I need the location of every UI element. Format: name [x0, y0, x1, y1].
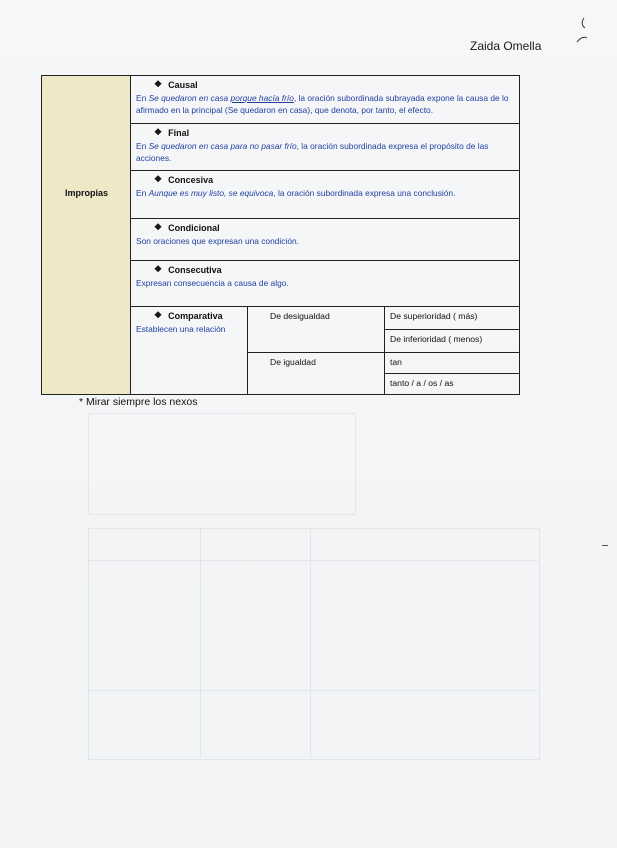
row-title: Causal [168, 79, 198, 90]
row-final [131, 124, 520, 171]
ghost-table-bottom [88, 528, 540, 760]
diamond-bullet-icon: ❖ [154, 174, 163, 184]
row-description: En Se quedaron en casa para no pasar frío, la oración subordinada expresa el propósito de las acciones. [136, 141, 489, 164]
pencil-mark-icon [575, 16, 589, 46]
tan-cell: tan [385, 353, 520, 374]
row-title: Consecutiva [168, 264, 222, 275]
row-description: En Se quedaron en casa porque hacía frío, la oración subordinada subrayada expone la causa de lo afirmado en la principal (Se quedaron en casa), que denota, por tanto, el efecto. [136, 93, 509, 116]
row-condicional [131, 219, 520, 261]
row-title: Final [168, 127, 190, 138]
diamond-bullet-icon: ❖ [154, 79, 163, 89]
row-description: Establecen una relación [136, 324, 226, 334]
row-description: Expresan consecuencia a causa de algo. [136, 278, 289, 288]
row-title: Comparativa [168, 310, 223, 321]
row-description: Son oraciones que expresan una condición. [136, 236, 299, 246]
row-title: Condicional [168, 222, 220, 233]
footnote: * Mirar siempre los nexos [79, 396, 198, 408]
row-causal [131, 76, 520, 124]
row-comparativa [131, 307, 520, 394]
diamond-bullet-icon: ❖ [154, 264, 163, 274]
diamond-bullet-icon: ❖ [154, 310, 163, 320]
row-concesiva [131, 171, 520, 219]
tanto-cell: tanto / a / os / as [390, 378, 454, 388]
desigualdad-cell: De desigualdad [248, 307, 385, 353]
margin-dash [602, 545, 608, 546]
author-name: Zaida Omella [470, 39, 542, 53]
diamond-bullet-icon: ❖ [154, 222, 163, 232]
row-consecutiva [131, 261, 520, 307]
subordinate-clauses-table [41, 75, 520, 395]
igualdad-cell: De igualdad [248, 353, 385, 394]
category-label: Impropias [64, 188, 108, 198]
superioridad-cell: De superioridad ( más) [385, 307, 520, 330]
comparativa-cell [131, 307, 248, 394]
ghost-table-top [88, 413, 356, 515]
row-description: En Aunque es muy listo, se equivoca, la oración subordinada expresa una conclusión. [136, 188, 456, 198]
ghost-divider [88, 560, 538, 561]
ghost-divider [88, 690, 538, 691]
row-title: Concesiva [168, 174, 214, 185]
category-cell [42, 76, 131, 394]
ghost-divider [310, 528, 311, 758]
diamond-bullet-icon: ❖ [154, 127, 163, 137]
ghost-divider [200, 528, 201, 758]
inferioridad-cell: De inferioridad ( menos) [385, 330, 520, 353]
